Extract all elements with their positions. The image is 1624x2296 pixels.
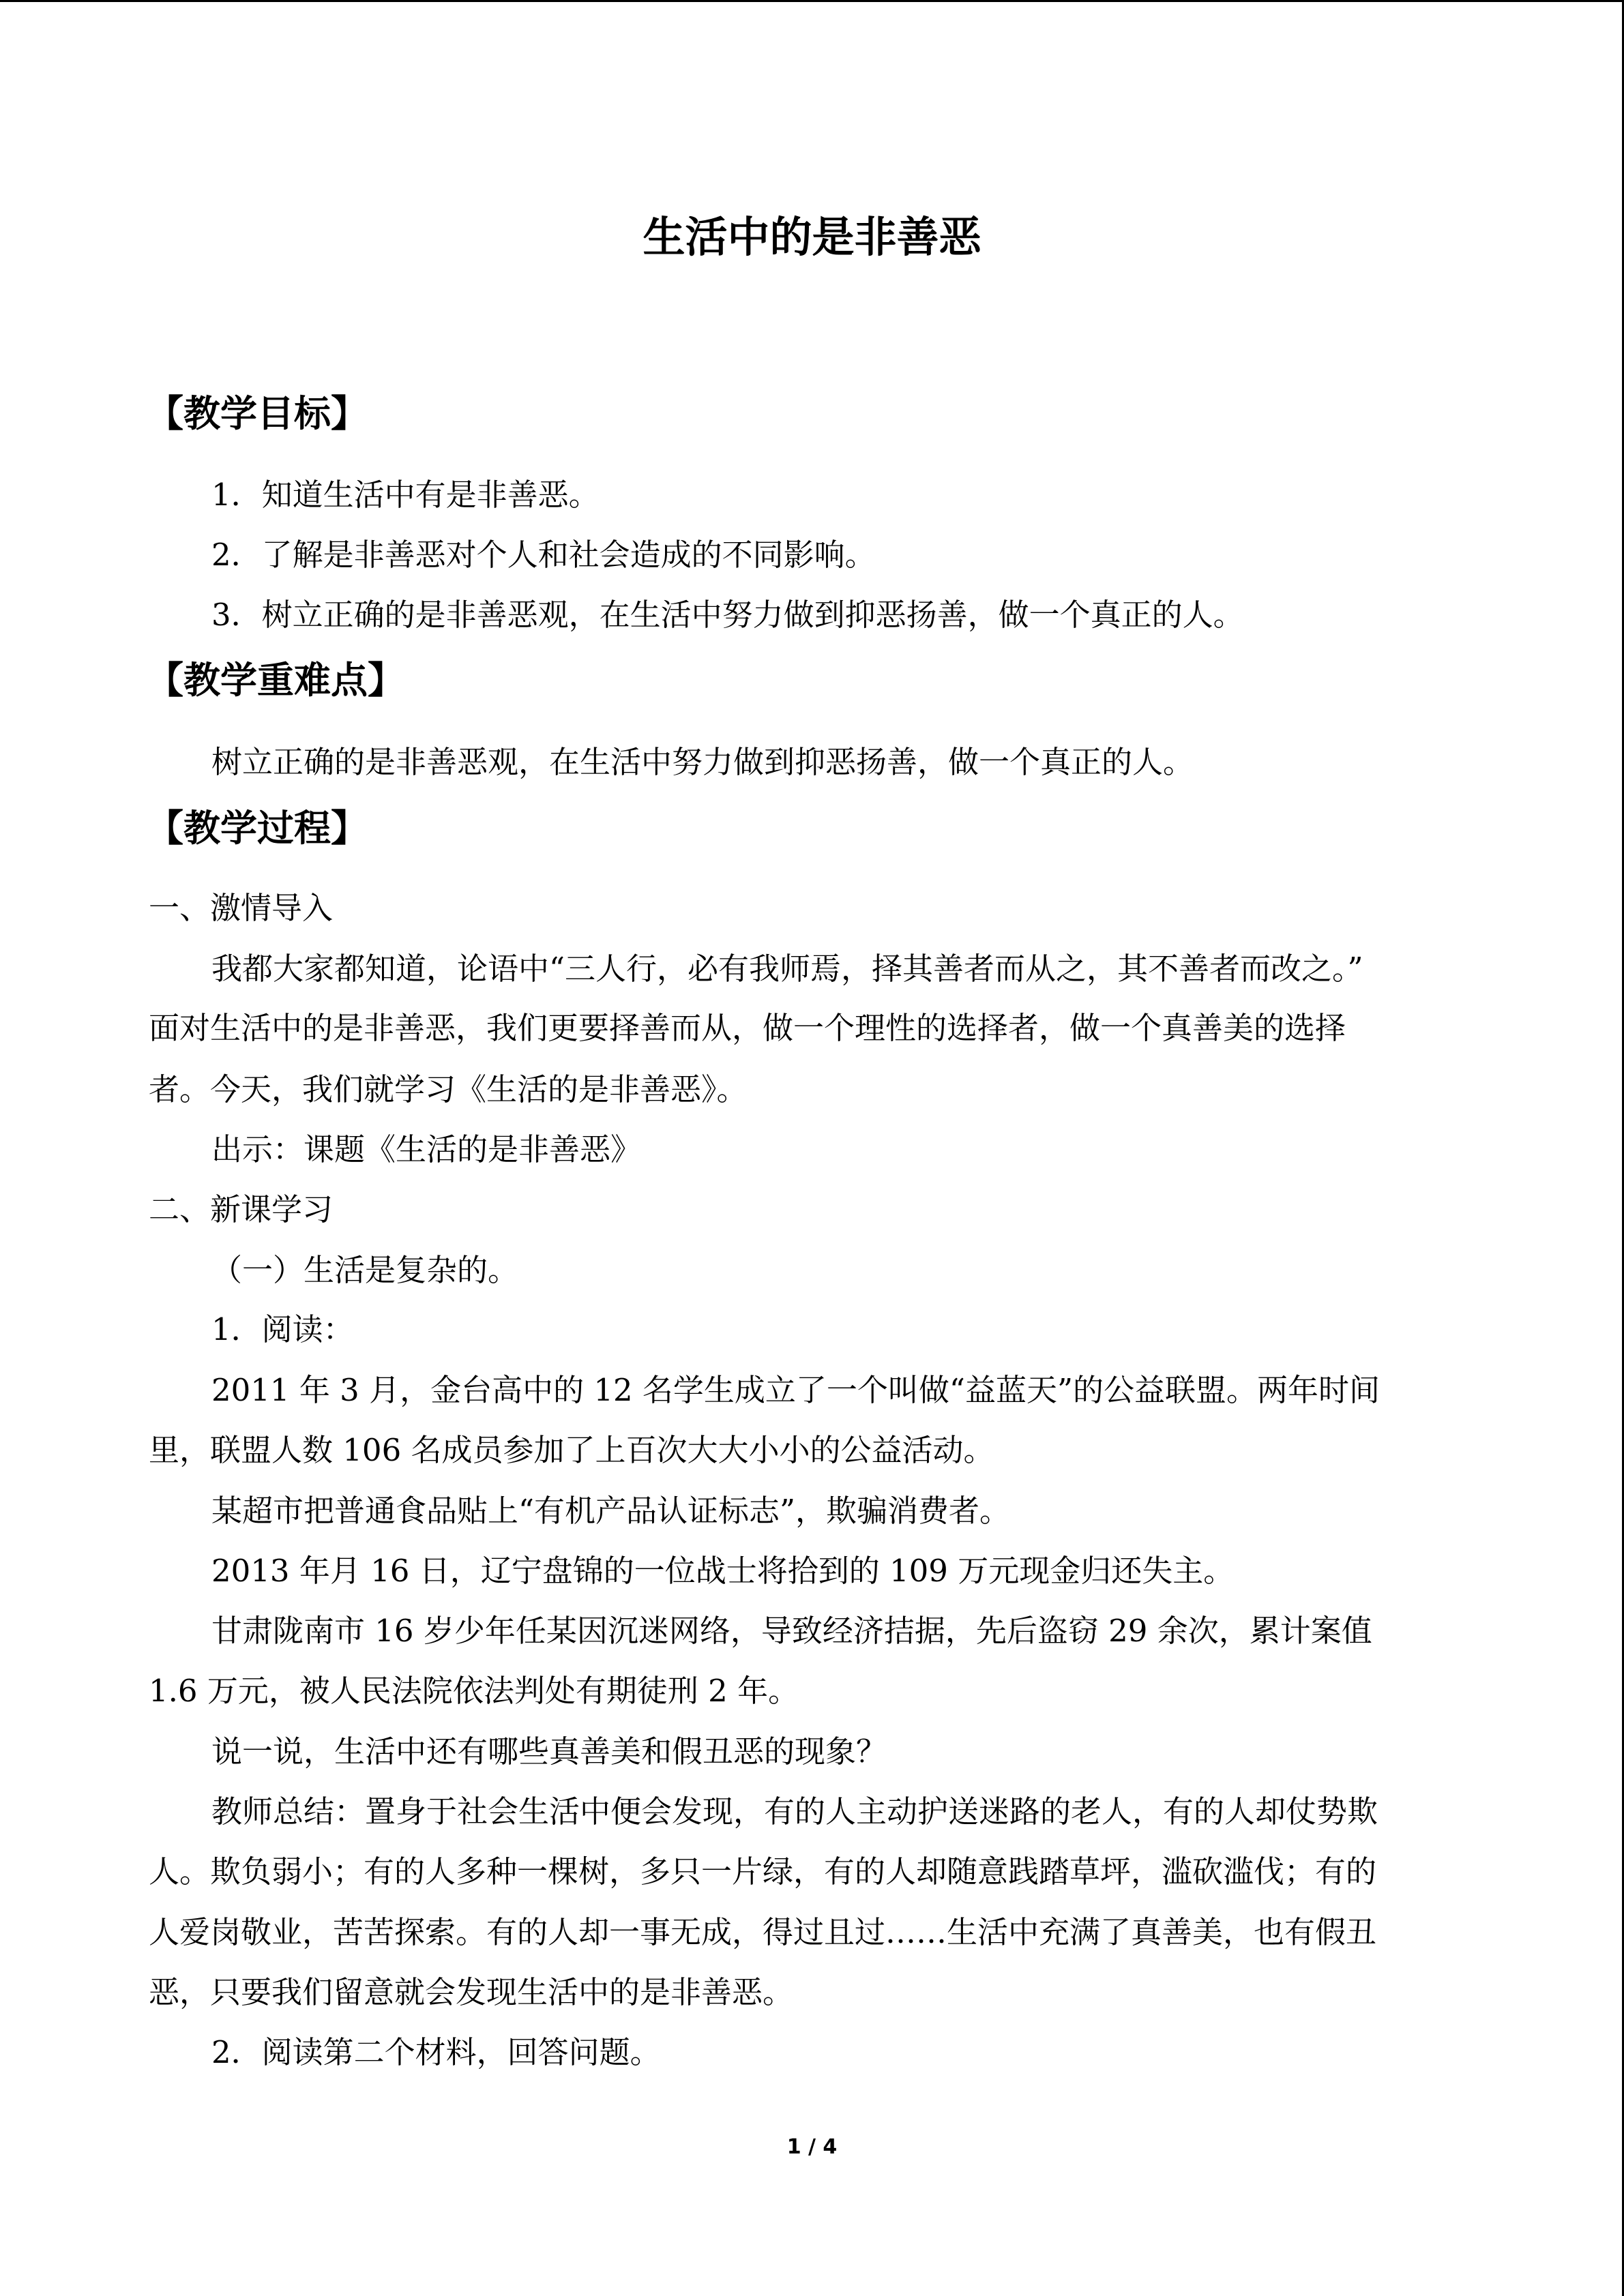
paragraph-line: 1．阅读： bbox=[211, 1311, 354, 1347]
paragraph-line: 教师总结：置身于社会生活中便会发现，有的人主动护送迷路的老人，有的人却仗势欺 bbox=[211, 1793, 1378, 1830]
objective-item: 2．了解是非善恶对个人和社会造成的不同影响。 bbox=[211, 537, 876, 573]
document-title: 生活中的是非善恶 bbox=[643, 212, 981, 262]
heading-process: 【教学过程】 bbox=[147, 807, 368, 850]
paragraph-line: 我都大家都知道，论语中“三人行，必有我师焉，择其善者而从之，其不善者而改之。” bbox=[211, 951, 1363, 987]
heading-objectives: 【教学目标】 bbox=[147, 392, 368, 435]
objective-item: 1．知道生活中有是非善恶。 bbox=[211, 477, 600, 513]
paragraph-line: 面对生活中的是非善恶，我们更要择善而从，做一个理性的选择者，做一个真善美的选择 bbox=[149, 1010, 1346, 1046]
paragraph-line: 人。欺负弱小；有的人多种一棵树，多只一片绿，有的人却随意践踏草坪，滥砍滥伐；有的 bbox=[149, 1853, 1377, 1890]
page-border-top bbox=[0, 0, 1624, 2]
paragraph-line: 2．阅读第二个材料，回答问题。 bbox=[211, 2034, 661, 2070]
paragraph-line: 某超市把普通食品贴上“有机产品认证标志”，欺骗消费者。 bbox=[211, 1493, 1011, 1529]
paragraph-line: 2011 年 3 月，金台高中的 12 名学生成立了一个叫做“益蓝天”的公益联盟。两年时间 bbox=[211, 1372, 1380, 1408]
page-number: 1 / 4 bbox=[786, 2135, 838, 2159]
paragraph-line: 者。今天，我们就学习《生活的是非善恶》。 bbox=[149, 1071, 748, 1107]
objective-item: 3．树立正确的是非善恶观，在生活中努力做到抑恶扬善，做一个真正的人。 bbox=[211, 597, 1244, 633]
section-heading: 二、新课学习 bbox=[149, 1191, 334, 1227]
paragraph-line: 人爱岗敬业，苦苦探索。有的人却一事无成，得过且过……生活中充满了真善美，也有假丑 bbox=[149, 1914, 1377, 1950]
paragraph-line: 说一说，生活中还有哪些真善美和假丑恶的现象？ bbox=[211, 1733, 887, 1770]
key-points-text: 树立正确的是非善恶观，在生活中努力做到抑恶扬善，做一个真正的人。 bbox=[211, 744, 1194, 780]
paragraph-line: 1.6 万元，被人民法院依法判处有期徒刑 2 年。 bbox=[149, 1673, 799, 1709]
subsection-heading: （一）生活是复杂的。 bbox=[211, 1252, 519, 1288]
paragraph-line: 里，联盟人数 106 名成员参加了上百次大大小小的公益活动。 bbox=[149, 1432, 994, 1468]
paragraph-line: 出示：课题《生活的是非善恶》 bbox=[211, 1131, 642, 1167]
paragraph-line: 2013 年月 16 日，辽宁盘锦的一位战士将拾到的 109 万元现金归还失主。 bbox=[211, 1553, 1235, 1589]
heading-key-points: 【教学重难点】 bbox=[147, 659, 404, 702]
paragraph-line: 恶，只要我们留意就会发现生活中的是非善恶。 bbox=[149, 1974, 794, 2010]
section-heading: 一、激情导入 bbox=[149, 890, 334, 926]
paragraph-line: 甘肃陇南市 16 岁少年任某因沉迷网络，导致经济拮据，先后盗窃 29 余次，累计案值 bbox=[211, 1613, 1372, 1649]
